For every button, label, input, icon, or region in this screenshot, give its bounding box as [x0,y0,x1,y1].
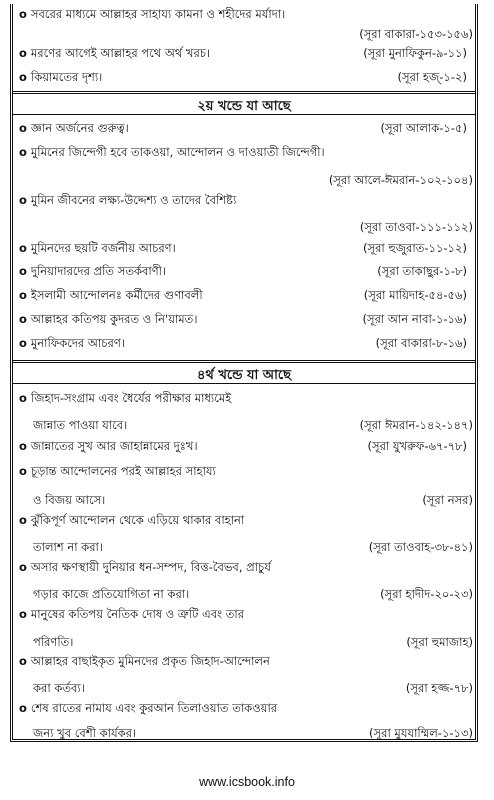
surah-reference: (সূরা তাকাছুর-১-৮) [377,264,467,278]
item-text: মানুষের কতিপয় নৈতিক দোষ ও ত্রুটি এবং তার [30,607,245,621]
item-text: আল্লাহর বাছাইকৃত মুমিনদের প্রকৃত জিহাদ-আন্দোলন [30,654,270,668]
surah-reference: (সূরা মুনাফিকুন-৯-১১) [363,46,467,60]
item-text: জিহাদ-সংগ্রাম এবং ধৈর্যের পরীক্ষার মাধ্যমেই [30,391,232,405]
list-item [19,72,467,84]
item-text: গড়ার কাজে প্রতিযোগিতা না করা। [33,587,190,601]
item-text: চূড়ান্ত আন্দোলনের পরই আল্লাহর সাহায্য [30,464,216,478]
item-text: মুমিন জীবনের লক্ষ্য-উদ্দেশ্য ও তাদের বৈশিষ্ট্য [30,193,237,207]
item-text: করা কর্তব্য। [33,681,85,695]
item-text: মুমিনদের ছয়টি বর্জনীয় আচরণ। [30,241,176,255]
list-item [19,123,467,135]
bullet-icon: o [19,121,27,135]
content-frame [10,4,478,742]
bullet-icon: o [19,439,27,453]
list-item-continuation [33,680,473,699]
surah-reference: (সূরা হজ্-১-২) [397,70,467,84]
item-text: অসার ক্ষণস্থায়ী দুনিয়ার ধন-সম্পদ, বিত্ত-বৈভব, প্রাচুর্য [30,560,271,574]
surah-reference: (সূরা তাওবাহ-৩৮-৪১) [368,540,473,554]
item-text: পরিণতি। [33,635,74,649]
surah-reference: (সূরা আন নাবা-১-১৬) [362,312,467,326]
list-item-continuation [33,634,473,653]
list-item [19,243,467,255]
bullet-icon: o [19,264,27,278]
surah-reference: (সূরা বাকারা-১৫৩-১৫৬) [359,27,473,41]
list-item [19,656,467,668]
surah-reference: (সূরা হাদীদ-২০-২৩) [380,587,473,601]
list-item [19,393,467,405]
list-item [19,266,467,278]
list-item [19,609,467,621]
item-text: আল্লাহর কতিপয় কুদরত ও নি'য়ামত। [30,312,198,326]
bullet-icon: o [19,654,27,668]
bullet-icon: o [19,607,27,621]
list-item [19,515,467,527]
list-item [19,48,467,60]
list-item-continuation [33,539,473,558]
list-item-continuation [33,417,473,436]
item-text: সবরের মাধ্যমে আল্লাহর সাহায্য কামনা ও শহীদের মর্যাদা। [30,7,286,21]
bullet-icon: o [19,701,27,715]
bullet-icon: o [19,46,27,60]
footer-url[interactable]: www.icsbook.info [199,775,295,789]
bullet-icon: o [19,288,27,302]
list-item [19,703,467,715]
list-item [19,441,467,453]
bullet-icon: o [19,145,27,159]
item-text: কিয়ামতের দৃশ্য। [30,70,103,84]
item-text: মুমিনের জিন্দেগী হবে তাকওয়া, আন্দোলন ও দাওয়াতী জিন্দেগী। [30,145,325,159]
surah-reference: (সূরা আলাক-১-৫) [380,121,467,135]
list-item [19,9,467,21]
list-item-continuation [33,492,473,511]
list-item [19,290,467,302]
item-text: ইসলামী আন্দোলনঃ কর্মীদের গুণাবলী [30,288,203,302]
bullet-icon: o [19,391,27,405]
bullet-icon: o [19,560,27,574]
item-text: শেষ রাতের নামায এবং কুরআন তিলাওয়াত তাকওয়ার [30,701,278,715]
surah-reference: (সূরা হজ্জ-৭৮) [405,681,473,695]
bullet-icon: o [19,241,27,255]
surah-reference: (সূরা মায়িদাহ-৫৪-৫৬) [363,288,467,302]
bullet-icon: o [19,193,27,207]
surah-reference: (সূরা বাকারা-৮-১৬) [375,336,467,350]
bullet-icon: o [19,513,27,527]
surah-reference: (সূরা হুজুরাত-১১-১২) [363,241,467,255]
item-text: ঝুঁকিপূর্ণ আন্দোলন থেকে এড়িয়ে থাকার বাহানা [30,513,245,527]
section-heading: ২য় খন্ডে যা আছে [13,91,475,115]
list-item [19,195,467,207]
list-item [19,314,467,326]
item-text: জ্ঞান অর্জনের গুরুত্ব। [30,121,129,135]
bullet-icon: o [19,464,27,478]
surah-reference: (সূরা হুমাজাহ) [406,635,473,649]
list-item [19,466,467,478]
item-text: মুনাফিকদের আচরণ। [30,336,125,350]
list-item-continuation [33,725,473,744]
surah-reference: (সূরা মুযযাম্মিল-১-১৩) [369,726,473,740]
bullet-icon: o [19,70,27,84]
item-text: দুনিয়াদারদের প্রতি সতর্কবাণী। [30,264,167,278]
item-text: মরণের আগেই আল্লাহর পথে অর্থ খরচ। [30,46,211,60]
surah-reference: (সূরা ঈমরান-১৪২-১৪৭) [359,418,473,432]
item-text: জন্য খুব বেশী কার্যকর। [33,726,137,740]
surah-reference: (সূরা আলে-ঈমরান-১০২-১০৪) [328,173,473,187]
bullet-icon: o [19,336,27,350]
item-text: তালাশ না করা। [33,540,104,554]
bullet-icon: o [19,312,27,326]
bullet-icon: o [19,7,27,21]
item-text: জান্নাতের সুখ আর জাহান্নামের দুঃখ। [30,439,198,453]
list-item [19,562,467,574]
surah-reference: (সূরা নসর) [422,493,473,507]
item-text: জান্নাত পাওয়া যাবে। [33,418,128,432]
list-item [19,338,467,350]
list-item [19,147,467,159]
list-item-continuation [33,586,473,605]
section-heading: ৪র্থ খন্ডে যা আছে [13,360,475,384]
item-text: ও বিজয় আসে। [33,493,106,507]
surah-reference: (সূরা তাওবা-১১১-১১২) [359,220,473,234]
surah-reference: (সূরা যুখরুফ-৬৭-৭৮) [367,439,467,453]
